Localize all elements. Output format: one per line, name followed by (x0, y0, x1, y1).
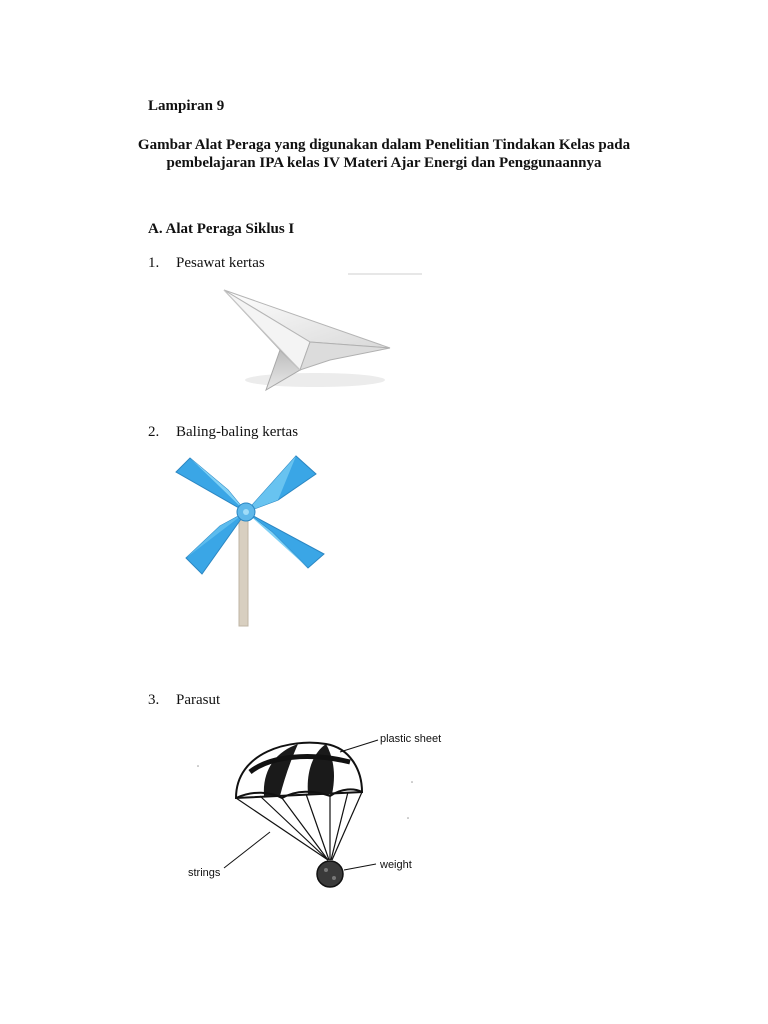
item-1-label: Pesawat kertas (176, 255, 265, 271)
paper-pinwheel-image (168, 450, 333, 628)
strings-label: strings (188, 867, 221, 879)
parachute-icon (180, 722, 445, 892)
pinwheel-icon (168, 450, 333, 628)
plastic-sheet-label: plastic sheet (380, 733, 442, 745)
item-1-number: 1. (148, 255, 160, 271)
item-3-number: 3. (148, 692, 160, 708)
section-heading: A. Alat Peraga Siklus I (148, 221, 295, 237)
weight-label: weight (380, 859, 412, 871)
paper-airplane-image (180, 272, 425, 407)
title-line-1: Gambar Alat Peraga yang digunakan dalam Penelitian Tindakan Kelas pada (137, 137, 631, 153)
appendix-label: Lampiran 9 (148, 98, 225, 114)
item-2-label: Baling-baling kertas (176, 424, 299, 440)
item-3-label: Parasut (176, 692, 221, 708)
item-2-number: 2. (148, 424, 160, 440)
title-line-2: pembelajaran IPA kelas IV Materi Ajar Energi dan Penggunaannya (166, 155, 602, 171)
paper-airplane-icon (180, 272, 425, 407)
parachute-diagram-image (180, 722, 445, 892)
